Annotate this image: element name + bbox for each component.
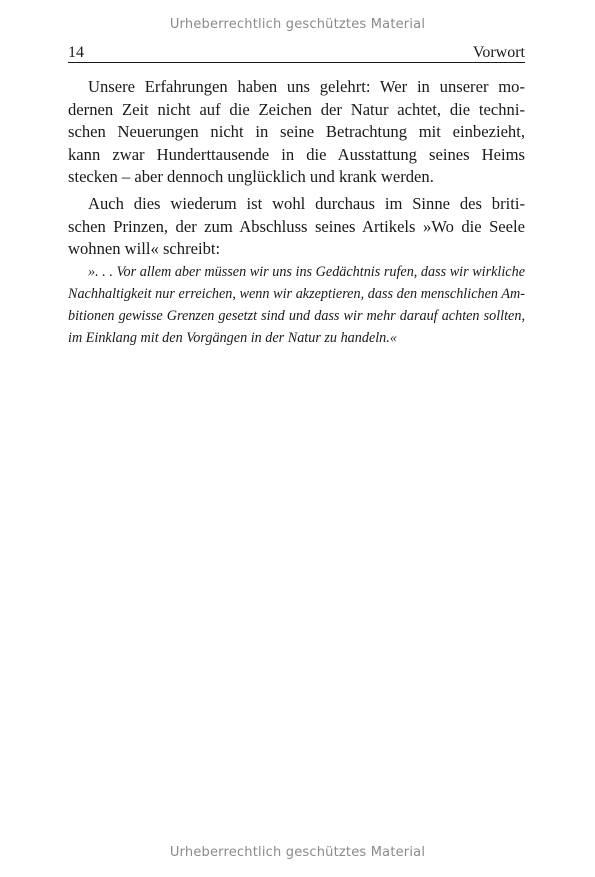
text-line: stecken – aber dennoch unglücklich und krank werden. (68, 167, 434, 187)
quote-line: bitionen gewisse Grenzen gesetzt sind und dass wir mehr darauf achten sollten, (68, 308, 525, 325)
quote-line: ». . . Vor allem aber müssen wir uns ins Gedächtnis rufen, dass wir wirkliche (88, 263, 525, 280)
text-line: schen Prinzen, der zum Abschluss seines Artikels »Wo die Seele (68, 216, 525, 236)
text-line: wohnen will« schreibt: (68, 239, 221, 259)
text-line: Auch dies wiederum ist wohl durchaus im Sinne des briti- (88, 193, 525, 213)
paragraph-2 (68, 193, 525, 261)
quote-line: im Einklang mit den Vorgängen in der Natur zu handeln.« (68, 330, 397, 347)
running-head (68, 42, 525, 63)
text-line: dernen Zeit nicht auf die Zeichen der Natur achtet, die techni- (68, 99, 525, 119)
text-line: schen Neuerungen nicht in seine Betrachtung mit einbezieht, (68, 122, 525, 142)
watermark-top: Urheberrechtlich geschütztes Material (169, 17, 426, 32)
watermark-bottom: Urheberrechtlich geschütztes Material (169, 845, 426, 860)
text-line: Unsere Erfahrungen haben uns gelehrt: Wer in unserer mo- (88, 77, 525, 96)
block-quote (68, 261, 525, 350)
page-number: 14 (68, 44, 84, 61)
paragraph-1 (68, 76, 525, 189)
quote-line: Nachhaltigkeit nur erreichen, wenn wir akzeptieren, dass den menschlichen Am- (68, 285, 525, 302)
section-title: Vorwort (472, 44, 525, 61)
text-line: kann zwar Hunderttausende in die Ausstattung seines Heims (68, 144, 525, 164)
body-text (68, 76, 525, 350)
